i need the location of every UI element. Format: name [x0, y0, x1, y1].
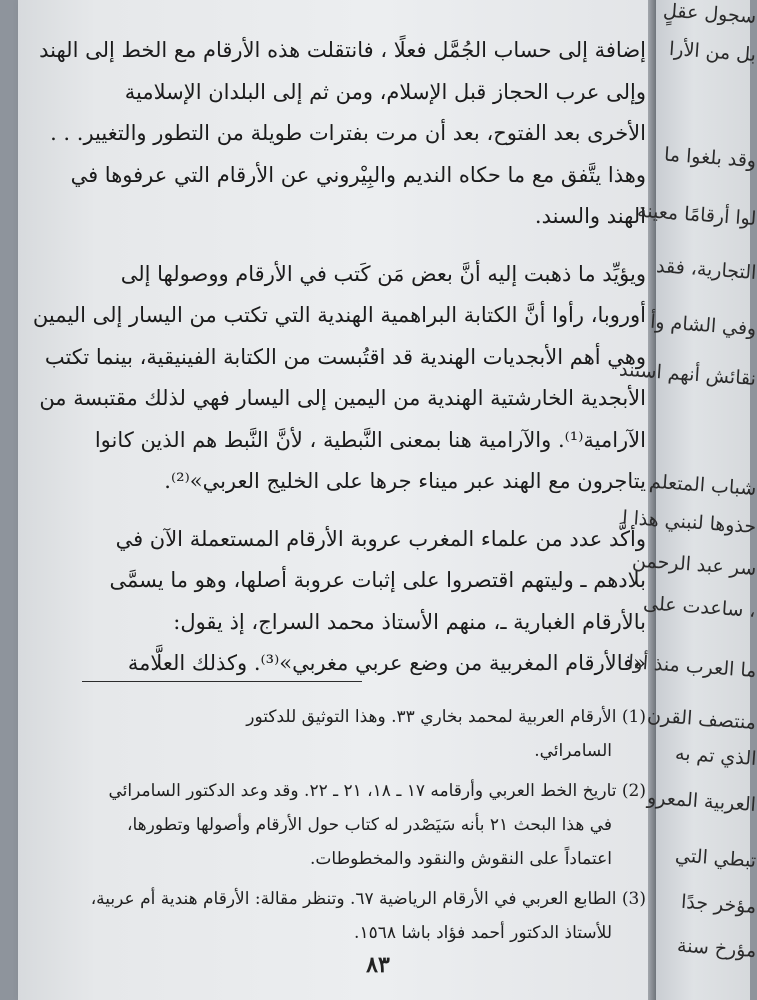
facing-page-fragment: منتصف القرن [646, 704, 757, 734]
text-line: أوروبا، رأوا أنَّ الكتابة البراهمية الهندية التي تكتب من اليسار إلى اليمين [32, 303, 646, 327]
facing-page-fragment: تبطي التي [674, 844, 757, 872]
footnote-line: للأستاذ الدكتور أحمد فؤاد باشا ١٥٦٨. [354, 923, 612, 943]
facing-page-edge [618, 0, 757, 1000]
facing-page-fragment: لوا أرقامًا معينة [636, 199, 757, 230]
text-line: يتاجرون مع الهند عبر ميناء جرها على الخليج العربي»⁽²⁾. [164, 469, 646, 493]
facing-page-fragment: ، ساعدت على [642, 592, 757, 622]
footnote-divider [82, 681, 362, 682]
text-line: الهند والسند. [534, 204, 646, 228]
footnotes [66, 700, 646, 950]
facing-page-fragment: بل من الأرا [668, 37, 757, 66]
text-line: الأبجدية الخارشتية الهندية من اليمين إلى اليسار فهي لذلك مقتبسة من [39, 386, 646, 410]
text-line: بالأرقام الغبارية ـ، منهم الأستاذ محمد السراج، إذ يقول: [173, 609, 646, 634]
facing-page-fragment: حذوها لنبني هذا ا [621, 506, 757, 538]
facing-page-fragment: سر عبد الرحمن [631, 549, 757, 580]
footnote-line: (3) الطابع العربي في الأرقام الرياضية ٦٧. وتنظر مقالة: الأرقام هندية أم عربية، [90, 889, 646, 909]
footnote-line: (1) الأرقام العربية لمحمد بخاري ٣٣. وهذا التوثيق للدكتور [246, 707, 646, 727]
text-line: إضافة إلى حساب الجُمَّل فعلًا ، فانتقلت هذه الأرقام مع الخط إلى الهند [39, 38, 646, 62]
text-line: وأكَّد عدد من علماء المغرب عروبة الأرقام المستعملة الآن في [115, 526, 646, 551]
text-line: بلادهم ـ وليتهم اقتصروا على إثبات عروبة أصلها، وهو ما يسمَّى [109, 568, 646, 592]
footnote-line: (2) تاريخ الخط العربي وأرقامه ١٧ ـ ١٨، ٢١ ـ ٢٢. وقد وعد الدكتور السامرائي [108, 781, 646, 801]
facing-page-fragment: وقد بلغوا ما [663, 143, 757, 172]
book-gutter [648, 0, 656, 1000]
footnote [66, 774, 646, 876]
footnote [66, 882, 646, 950]
facing-page-fragment: سجول عقلٍ [662, 0, 757, 28]
footnote-line: اعتماداً على النقوش والنقود والمخطوطات. [310, 849, 612, 869]
paragraph [66, 519, 646, 685]
book-page [18, 0, 668, 1000]
body-text [32, 30, 646, 685]
facing-page-fragment: التجارية، فقد [655, 255, 757, 284]
text-line: ويؤيِّد ما ذهبت إليه أنَّ بعض مَن كَتب في الأرقام ووصولها إلى [120, 261, 646, 286]
footnote-line: السامرائي. [534, 741, 612, 761]
paragraph [39, 30, 646, 238]
facing-page-fragment: ما العرب منذ أوا [627, 651, 757, 682]
facing-page-fragment: العربية المعرو [646, 786, 757, 816]
facing-page-fragment: مؤخر جدًا [680, 890, 757, 918]
facing-page-fragment: شباب المتعلم [648, 470, 757, 500]
text-line: وإلى عرب الحجاز قبل الإسلام، ومن ثم إلى البلدان الإسلامية [124, 79, 646, 104]
footnote-line: في هذا البحث ٢١ بأنه سَيَصْدر له كتاب حول الأرقام وأصولها وتطورها، [127, 815, 612, 835]
paragraph [32, 254, 646, 503]
facing-page-fragment: وفي الشام وأ [649, 310, 757, 340]
text-line: الأخرى بعد الفتوح، بعد أن مرت بفترات طويلة من التطور والتغيير. . . [50, 121, 646, 145]
facing-page-fragment: مؤرخ سنة [676, 934, 757, 962]
text-line: «فالأرقام المغربية من وضع عربي مغربي»⁽³⁾. وكذلك العلَّامة [127, 651, 646, 675]
facing-page-fragment: الذي تم به [674, 742, 757, 770]
text-line: وهذا يتَّفق مع ما حكاه النديم والبِيْروني عن الأرقام التي عرفوها في [70, 162, 646, 187]
footnote [66, 700, 646, 768]
text-line: وهي أهم الأبجديات الهندية قد اقتُبست من الكتابة الفينيقية، بينما تكتب [44, 344, 646, 369]
text-line: الآرامية⁽¹⁾. والآرامية هنا بمعنى النَّبطية ، لأنَّ النَّبط هم الذين كانوا [94, 427, 646, 452]
page-number: ٨٣ [366, 952, 390, 978]
facing-page-fragment: نقائش أنهم استند [618, 358, 757, 390]
